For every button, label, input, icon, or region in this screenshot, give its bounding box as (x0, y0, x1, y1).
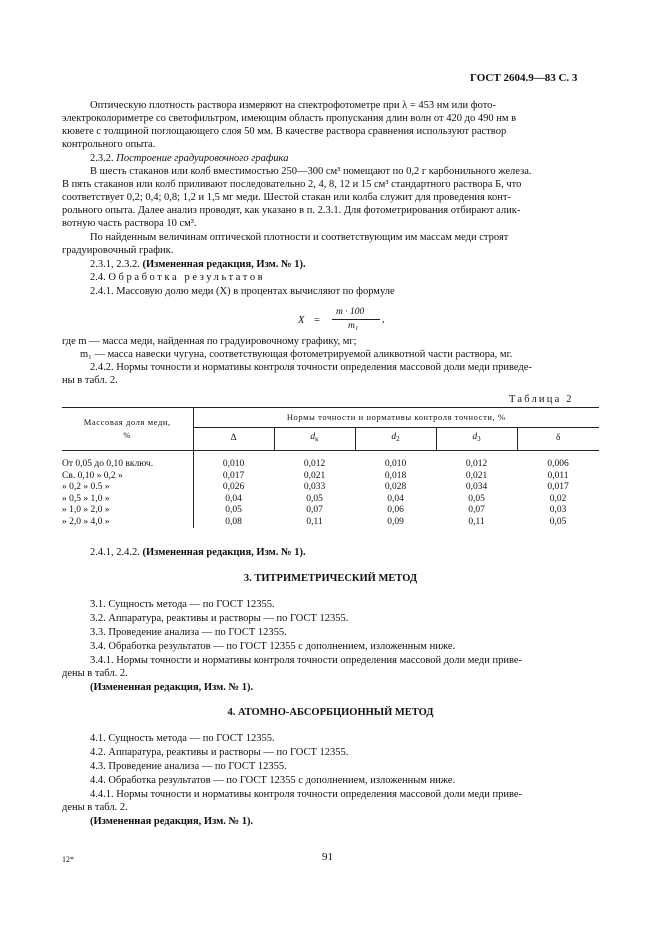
revision-note-4: (Измененная редакция, Изм. № 1). (90, 816, 254, 827)
item-4-3: 4.3. Проведение анализа — по ГОСТ 12355. (90, 761, 287, 772)
item-4-4: 4.4. Обработка результатов — по ГОСТ 12355 с дополнением, изложенным ниже. (90, 775, 456, 786)
value-cell: 0,034 (465, 482, 488, 493)
item-3-1: 3.1. Сущность метода — по ГОСТ 12355. (90, 599, 275, 610)
paragraph-optical-density: Оптическую плотность раствора измеряют на спектрофотометре при λ = 453 нм или фото- электроколориметре со светофильтром, имеющим область пропускания длин волн от 420 до 490 нм в кювете с толщиной поглощающего слоя 50 мм. В качестве раствора сравнения используют раствор контрольного опыта. (62, 100, 517, 150)
range-cell: » 0,5 » 1,0 » (62, 493, 110, 504)
table-vertical-rules (193, 407, 194, 528)
value-cell: 0,021 (465, 470, 488, 481)
table-body (62, 451, 599, 457)
value-cell: 0,018 (384, 470, 407, 481)
where-line-1: где m — масса меди, найденная по градуировочному графику, мг; (62, 336, 357, 347)
value-cell: 0,06 (387, 505, 404, 516)
value-cell: 0,07 (306, 505, 323, 516)
value-cell: 0,05 (225, 505, 242, 516)
value-cell: 0,012 (303, 459, 326, 469)
col-small-delta: δ (517, 428, 599, 451)
value-cell: 0,08 (225, 517, 242, 527)
col-header-mass-fraction: Массовая доля меди, % (62, 408, 193, 451)
section-4-title: 4. АТОМНО-АБСОРБЦИОННЫЙ МЕТОД (227, 707, 434, 718)
item-4-2: 4.2. Аппаратура, реактивы и растворы — по ГОСТ 12355. (90, 747, 349, 758)
col-d3: $d_3$ (436, 428, 517, 451)
table-row (62, 481, 599, 493)
value-cell: 0,028 (384, 482, 407, 493)
value-cell: 0,05 (549, 517, 567, 527)
value-cell: 0,012 (465, 459, 488, 469)
item-4-4-1: 4.4.1. Нормы точности и нормативы контроля точности определения массовой доли меди приве- дены в табл. 2. (62, 789, 523, 813)
footer-mark: 12* (62, 855, 74, 864)
value-cell: 0,05 (468, 493, 485, 504)
value-cell: 0,04 (225, 493, 242, 504)
section-2-4-2: 2.4.2. Нормы точности и нормативы контроля точности определения массовой доли меди приведе- ны в табл. 2. (62, 362, 532, 386)
value-cell: 0,11 (306, 517, 323, 527)
where-line-2: m₁ — масса навески чугуна, соответствующая фотометрируемой аликвотной части раствора, мг. (80, 349, 513, 360)
value-cell: 0,026 (222, 482, 245, 493)
table-row (62, 516, 599, 528)
value-cell: 0,017 (222, 470, 245, 481)
item-3-4: 3.4. Обработка результатов — по ГОСТ 12355 с дополнением, изложенным ниже. (90, 641, 456, 652)
col-dk: $d_к$ (274, 428, 355, 451)
value-cell: 0,03 (549, 505, 567, 516)
item-3-3: 3.3. Проведение анализа — по ГОСТ 12355. (90, 627, 287, 638)
running-header: ГОСТ 2604.9—83 С. 3 (470, 72, 578, 84)
col-delta: Δ (193, 428, 274, 451)
value-cell: 0,010 (384, 459, 407, 469)
revision-note-3: (Измененная редакция, Изм. № 1). (90, 682, 254, 693)
section-2-3-2-heading: 2.3.2. Построение градуировочного графика (90, 153, 289, 164)
page-number: 91 (322, 851, 333, 863)
value-cell: 0,006 (547, 459, 569, 469)
item-3-4-1: 3.4.1. Нормы точности и нормативы контроля точности определения массовой доли меди приве- дены в табл. 2. (62, 655, 523, 679)
section-2-4-heading: 2.4. Обработка результатов (90, 272, 266, 283)
table-2 (62, 407, 599, 456)
table-caption: Таблица 2 (509, 394, 574, 405)
paragraph-graph: По найденным величинам оптической плотности и соответствующим им массам меди строят градуировочный график. (62, 232, 509, 256)
paragraph-calibration: В шесть стаканов или колб вместимостью 250—300 см³ помещают по 0,2 г карбонильного железа. В пять стаканов или колб приливают последовательно 2, 4, 8, 12 и 15 см³ стандартного раствора Б, что соответствует 0,2; 0,4; 0,8; 1,2 и 1,5 мг меди. Шестой стакан или колба служит для проведения конт- рольного опыта. Далее анализ проводят, как указано в п. 2.3.1. Для фотометрирования отбирают алик- вотную часть раствора 10 см³. (62, 166, 532, 229)
range-cell: » 2,0 » 4,0 » (62, 517, 110, 527)
col-header-norms: Нормы точности и нормативы контроля точности, % (193, 408, 599, 428)
value-cell: 0,011 (547, 470, 569, 481)
value-cell: 0,017 (547, 482, 569, 493)
item-4-1: 4.1. Сущность метода — по ГОСТ 12355. (90, 733, 275, 744)
value-cell: 0,02 (549, 493, 567, 504)
value-cell: 0,09 (387, 517, 404, 527)
range-cell: » 0,2 » 0.5 » (62, 482, 110, 493)
range-cell: » 1,0 » 2,0 » (62, 505, 110, 516)
item-3-2: 3.2. Аппаратура, реактивы и растворы — по ГОСТ 12355. (90, 613, 349, 624)
table-row (62, 470, 599, 482)
range-cell: Св. 0,10 » 0,2 » (62, 470, 123, 481)
formula: X = m · 100 m₁ , (298, 307, 385, 331)
value-cell: 0,033 (303, 482, 326, 493)
section-2-4-1: 2.4.1. Массовую долю меди (X) в процентах вычисляют по формуле (90, 286, 395, 297)
table-row (62, 458, 599, 470)
value-cell: 0,010 (222, 459, 245, 469)
value-cell: 0,021 (303, 470, 326, 481)
value-cell: 0,05 (306, 493, 323, 504)
value-cell: 0,04 (387, 493, 404, 504)
col-d2: $d_2$ (355, 428, 436, 451)
value-cell: 0,11 (468, 517, 485, 527)
table-row (62, 504, 599, 516)
section-3-title: 3. ТИТРИМЕТРИЧЕСКИЙ МЕТОД (243, 573, 418, 584)
revision-note-1: 2.3.1, 2.3.2. (Измененная редакция, Изм. № 1). (90, 259, 306, 270)
revision-note-2: 2.4.1, 2.4.2. (Измененная редакция, Изм. № 1). (90, 547, 306, 558)
table-row (62, 493, 599, 505)
value-cell: 0,07 (468, 505, 485, 516)
range-cell: От 0,05 до 0,10 включ. (62, 459, 154, 469)
